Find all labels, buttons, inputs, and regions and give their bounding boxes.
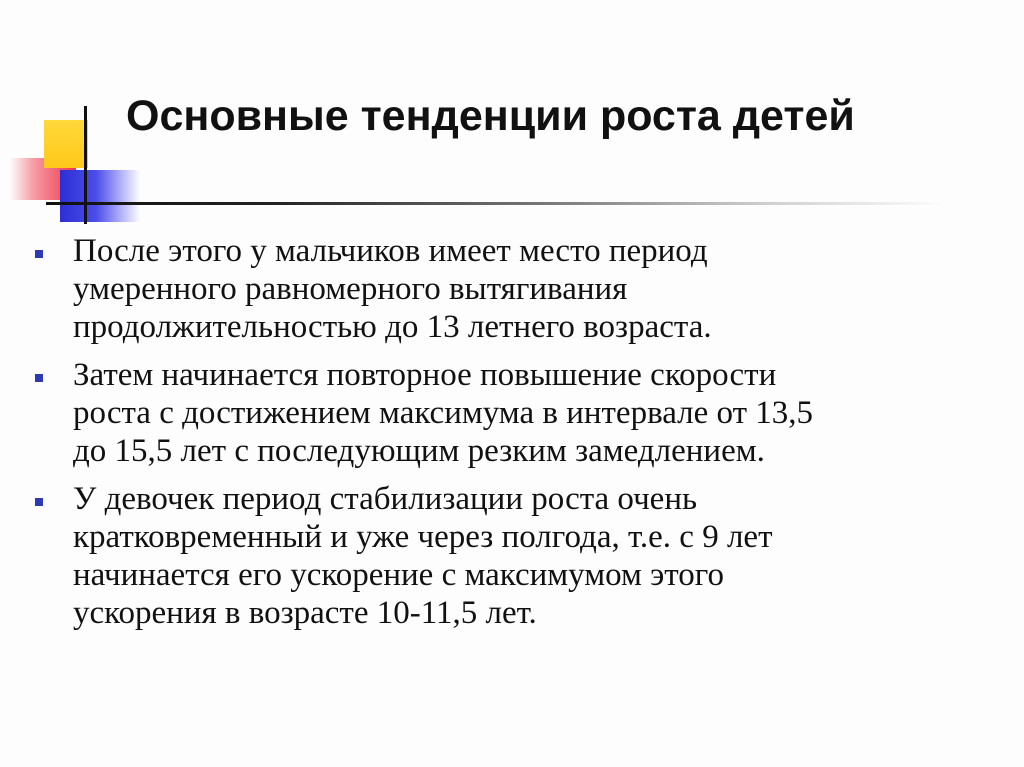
bullet-line: Затем начинается повторное повышение скорости	[73, 357, 777, 393]
bullet-square-icon	[35, 498, 43, 506]
bullet-item	[32, 356, 992, 470]
bullet-item	[32, 232, 992, 346]
slide-title: Основные тенденции роста детей	[126, 92, 855, 140]
bullet-line: После этого у мальчиков имеет место период	[73, 233, 708, 269]
bullet-line: кратковременный и уже через полгода, т.е. с 9 лет	[73, 519, 773, 555]
bullet-square-icon	[35, 250, 43, 258]
bullet-line: умеренного равномерного вытягивания	[73, 271, 628, 307]
title-underline	[46, 202, 946, 205]
bullet-line: роста с достижением максимума в интервале от 13,5	[73, 395, 814, 431]
decor-vertical-line	[84, 106, 87, 224]
bullet-line: ускорения в возрасте 10-11,5 лет.	[73, 595, 537, 631]
bullet-line: У девочек период стабилизации роста очень	[73, 481, 698, 517]
bullet-list	[32, 232, 992, 642]
decor-blue-square	[60, 170, 140, 222]
bullet-line: начинается его ускорение с максимумом этого	[73, 557, 724, 593]
bullet-line: до 15,5 лет с последующим резким замедлением.	[73, 433, 765, 469]
bullet-item	[32, 480, 992, 632]
bullet-square-icon	[35, 374, 43, 382]
decor-yellow-square	[44, 120, 88, 168]
bullet-line: продолжительностью до 13 летнего возраста.	[73, 309, 712, 345]
